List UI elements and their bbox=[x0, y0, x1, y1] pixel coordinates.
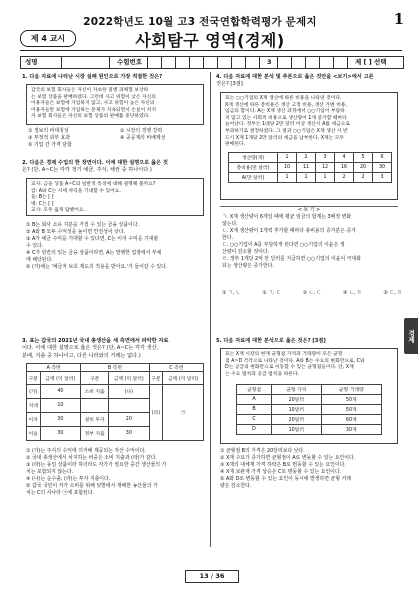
table-group-b: B 측면 bbox=[81, 364, 149, 372]
bogi-item: ㄷ. ○○기업이 A를 부담하게 된다면 ○○기업의 이윤은 생 bbox=[222, 242, 345, 248]
q4-option-4[interactable]: ④ ㄴ, ㄹ bbox=[343, 290, 362, 296]
table-row: 총비용(만 달러) 10 11 12 16 20 30 bbox=[229, 163, 392, 173]
q3-option-5-cont: 치는 C의 사나라 ㉠에 포함된다. bbox=[26, 490, 95, 496]
table-group-a: A 측면 bbox=[27, 364, 81, 372]
question-3-stem: 3. 표는 갑국의 2021년 국내 총생산을 세 측면에서 파악한 자료 이다. 이에 대한 설명으로 옳은 것은? (단, A~C는 각각 생산, 분배, 지출 중 하나이고, 다른 나라와의 거래는 없다.) bbox=[22, 338, 169, 359]
page-number: 1 bbox=[393, 10, 404, 28]
subject-side-tab: 경제 bbox=[404, 318, 418, 354]
q1-option-1[interactable]: ① 정보의 비대칭성 bbox=[28, 128, 69, 134]
q2-option-3[interactable]: ③ A가 예금 수익을 기대할 수 있다면, C는 이자 수익을 기대할 bbox=[26, 236, 159, 242]
question-5-equilibrium-table: 균형점 균형 가격 균형 거래량 A 20달러 50개 B 10달러 50개 C 20달러 60개 D 10달러 30개 bbox=[236, 384, 382, 435]
question-5-options bbox=[220, 448, 402, 490]
q1-option-4[interactable]: ④ 공공재의 비배제성 bbox=[120, 135, 166, 141]
bogi-title: < 보 기 > bbox=[220, 206, 398, 214]
question-4-cost-table: 생산량(개) 1 2 3 4 5 6 총비용(만 달러) 10 11 12 16 20 30 A(만 달러) 1 1 1 2 2 3 bbox=[228, 152, 392, 183]
bogi-item: 한다. bbox=[222, 235, 234, 241]
table-row: D 10달러 30개 bbox=[237, 425, 382, 435]
q5-option-4[interactable]: ④ X재 보완재 가격 상승은 C로 변동할 수 있는 요인이다. bbox=[220, 469, 342, 475]
question-1-stem: 1. 다음 자료에 나타난 시장 실패 원인으로 가장 적절한 것은? bbox=[22, 74, 163, 80]
q1-option-2[interactable]: ② 시장의 경쟁 강력 bbox=[120, 128, 163, 134]
q2-option-3-cont: 수 있다. bbox=[26, 243, 44, 249]
q5-option-2[interactable]: ② X재 수요가 증가하면 균형점이 A로 변동할 수 있는 요인이다. bbox=[220, 455, 356, 461]
question-3-options bbox=[26, 448, 208, 497]
bogi-item: ㄴ. X재 생산량이 1개씩 추가할 때마다 총비용의 증가분은 증가 bbox=[222, 228, 356, 234]
column-divider bbox=[210, 72, 211, 547]
table-row: 이자 30 설비 투자 20 bbox=[27, 413, 204, 427]
q2-option-5[interactable]: ⑤ (가)에는 '예금자 보호 제도의 적용을 받아요.'가 들어갈 수 있다. bbox=[26, 264, 168, 270]
table-row: C 20달러 60개 bbox=[237, 415, 382, 425]
q2-option-4[interactable]: ④ C가 빈칸의 있는 금융 상품이라면, A는 발행한 업점에서 부채 bbox=[26, 250, 162, 256]
q2-option-2[interactable]: ② A와 B 모두 수익성을 높이면 안전성이 낮다. bbox=[26, 229, 126, 235]
q3-option-2[interactable]: ② 국내 총생산에서 차지하는 비중은 소비 지출과 (라)가 같다. bbox=[26, 455, 157, 461]
question-1-passage: 갑국의 보험 회사들은 자신이 자초한 질병 과체험 보상하 는 보험 상품을 판매하였다. 그런데 사고 위험이 낮은 자신의 이용자들은 보험에 가입하지 않고, 사고 위험이 높은 자신의 이용자들만 보험에 가입하는 문제가 지속되면서 손실이 커지 자 보험 회사들은 자신의 보험 상품의 판매를 중단하였다. bbox=[26, 84, 204, 125]
q3-option-5[interactable]: ⑤ 갑국 국민이 자가 소비를 위해 텃밭에서 재배한 농산물의 가 bbox=[26, 483, 158, 489]
question-1-options-right bbox=[120, 128, 206, 142]
bogi-item: ㄹ. 정부 1개당 2억 만 달러를 지급하면 ○○기업의 이윤이 극대화 bbox=[222, 256, 361, 262]
question-3-gdp-table: A 측면 B 측면 C 측면 구분 금액 (억 달러) 구분 금액 (억 달러) 구분 금액 (억 달러) (가) 40 소비 지출 (나) (라) ㉠ 지대 10 이자 30 설비 투자 20 이윤 30 정부 지출 30 bbox=[26, 363, 204, 441]
q3-option-4[interactable]: ④ (나)는 순수출, (라)는 투자 지출이다. bbox=[26, 476, 111, 482]
table-row: (가) 40 소비 지출 (나) (라) ㉠ bbox=[27, 385, 204, 399]
bogi-list bbox=[222, 214, 400, 270]
q4-option-5[interactable]: ⑤ ㄷ, ㄹ bbox=[383, 290, 402, 296]
bogi-item: 되는 생산량은 증가한다. bbox=[222, 263, 274, 269]
question-4-stem: 4. 다음 자료에 대한 분석 및 추론으로 옳은 것만을 <보기>에서 고른 것은? [3점] bbox=[216, 74, 374, 88]
q3-option-3-cont: 치는 포함되지 않는다. bbox=[26, 469, 74, 475]
q5-option-5-cont: 량은 감소한다. bbox=[220, 483, 252, 489]
q4-option-1[interactable]: ① ㄱ, ㄴ bbox=[222, 290, 241, 296]
q5-option-3[interactable]: ③ X재의 대체재 가격 하락은 B로 변동할 수 있는 요인이다. bbox=[220, 462, 346, 468]
page-counter: 13 / 36 bbox=[185, 570, 239, 583]
exam-number-digit: 3 bbox=[267, 58, 272, 66]
bogi-item: ㄱ. X재 생산량이 6개일 때에 평균 임금의 합계는 3배정 변화 bbox=[222, 214, 352, 220]
subject-title: 사회탐구 영역(경제) bbox=[135, 31, 285, 50]
question-2-stem: 2. 다음은 경제 수업의 한 장면이다. 이에 대한 설명으로 옳은 것 은? (단, A~C는 각각 정기 예금, 주식, 채권 중 하나이다.) bbox=[22, 160, 168, 174]
q5-option-1[interactable]: ① 균형점 B의 가격은 20달러보다 낮다. bbox=[220, 448, 305, 454]
table-row: B 10달러 50개 bbox=[237, 405, 382, 415]
exam-title: 2022학년도 10월 고3 전국연합학력평가 문제지 bbox=[83, 16, 317, 28]
exam-number-label: 수험번호 bbox=[117, 58, 143, 66]
q1-option-3[interactable]: ③ 부정적 외부 효과 bbox=[28, 135, 71, 141]
q2-option-1[interactable]: ① B는 회사 소유 지분을 가질 수 있는 금융 상품이다. bbox=[26, 222, 140, 228]
question-2-dialogue: 교사: 금융 상품 A~C의 일반적 특징에 대해 설명해 볼까요? 갑: A와 C는 시세 차익을 기대할 수 있어요. 을: B는 [ ] 병: C는 [ ] 교사: 모두 옳게 답했어요. bbox=[26, 178, 204, 216]
bogi-item: 산량이 감소할 것이다. bbox=[222, 249, 270, 255]
q4-option-3[interactable]: ③ ㄴ, ㄷ bbox=[302, 290, 322, 296]
question-5-stem: 5. 다음 자료에 대한 분석으로 옳은 것은? [3점] bbox=[216, 338, 326, 344]
question-4-options bbox=[222, 290, 402, 297]
table-row: 지대 10 bbox=[27, 399, 204, 413]
page-total: 36 bbox=[215, 572, 225, 580]
candidate-info-bar bbox=[20, 56, 404, 69]
table-group-c: C 측면 bbox=[149, 364, 203, 372]
question-2-options bbox=[26, 222, 208, 271]
question-5-passage: 표는 X재 시장의 현재 균형점 가격과 거래량이 모든 균형 점 A~D 각각으로 나타난 것이다. A와 B는 수요의 변화만으로, C와 D는 공급의 변화만으로 이동할 수 있는 균형점들이다. 단, X재 는 수요 법칙과 공급 법칙을 따른다. bbox=[220, 348, 398, 444]
q3-option-1[interactable]: ① (가)는 주식의 수익에 의거해 제공되는 자산 수익이다. bbox=[26, 448, 146, 454]
page-current: 13 bbox=[199, 572, 209, 580]
session-badge: 제 4 교시 bbox=[20, 30, 76, 47]
name-label: 성명 bbox=[25, 58, 38, 66]
bogi-item: 않는다. bbox=[222, 221, 238, 227]
table-row: 이윤 30 정부 지출 30 bbox=[27, 427, 204, 441]
q5-option-5[interactable]: ⑤ A와 D로 변동할 수 있는 요인이 동시에 발생하면 균형 거래 bbox=[220, 476, 351, 482]
question-1-options-left bbox=[28, 128, 118, 149]
q3-option-3[interactable]: ③ (라)는 동일 상품이라 하더라도 자가가 필요한 중간 생산물의 가 bbox=[26, 462, 167, 468]
table-row: A 20달러 50개 bbox=[237, 395, 382, 405]
choice-label: 제 [ ] 선택 bbox=[355, 58, 387, 66]
q2-option-4-cont: 에 해당된다. bbox=[26, 257, 53, 263]
q1-option-5[interactable]: ⑤ 기업 간 가격 담합 bbox=[28, 142, 72, 148]
table-row: A(만 달러) 1 1 1 2 2 3 bbox=[229, 173, 392, 183]
question-4-passage: 표는 ○○기업의 X재 생산에 따른 비용을 나타낸 것이다. X재 생산에 따른 총비용은 생산 고정 비용, 생산 가변 비용, 임금의 합이다. A는 X재 생산 과정에서 ○○기업이 부담하 지 않고 있는 사회적 비용으로 생산량이 1개 증가할 때마다 늘어난다. 정부는 1대당 2만 달러 이상 생산시 A를 세금으로 부과하기로 결정하였다. 그 결과 ○○기업은 X재 생산 시 반 드시 X재 1개당 2만 달러의 세금을 납부한다. X재는 모두 판매된다. bbox=[220, 92, 398, 200]
header-rule bbox=[20, 50, 402, 51]
q4-option-2[interactable]: ② ㄱ, ㄷ bbox=[262, 290, 281, 296]
